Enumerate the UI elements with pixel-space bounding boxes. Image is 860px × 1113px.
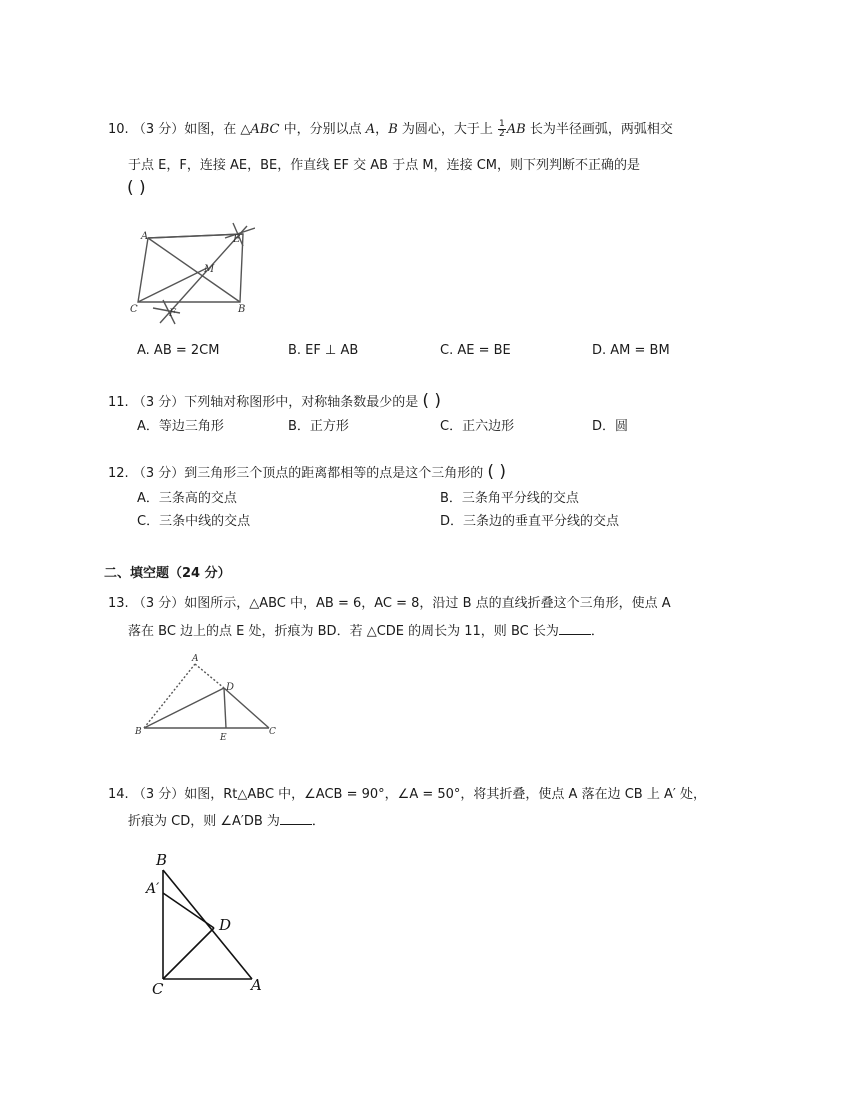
q10-text: 如图，在 △	[184, 122, 251, 137]
q10-text: 为圆心，大于上	[397, 122, 498, 137]
q13-label-d: D	[226, 682, 235, 693]
q12-option-c: C．三条中线的交点	[137, 514, 251, 529]
q10-answer-paren: ( )	[127, 178, 146, 198]
q13-label-e: E	[220, 733, 227, 743]
q11-option-d: D．圆	[592, 419, 629, 434]
q14-line1	[108, 783, 706, 802]
q10-text: 中，分别以点	[279, 122, 366, 137]
section-heading: 二、填空题（24 分）	[104, 566, 231, 581]
q14-line-cd	[163, 928, 214, 979]
q10-label-f: F	[169, 308, 176, 319]
q13-label-c: C	[269, 727, 276, 737]
q11-line	[108, 391, 441, 411]
q13-answer-blank[interactable]	[559, 622, 591, 635]
q10-math: AB	[506, 122, 526, 137]
q10-text: 长为半径画弧，两弧相交	[525, 122, 673, 137]
q12-line	[108, 462, 506, 482]
q13-line-de	[224, 688, 226, 728]
q14-label-c: C	[152, 980, 164, 998]
q13-line-bd	[144, 688, 224, 728]
q11-option-c: C．正六边形	[440, 419, 515, 434]
q10-score: （3 分）	[132, 122, 185, 137]
q12-option-b: B．三条角平分线的交点	[440, 491, 579, 506]
q14-period: ．	[311, 814, 325, 829]
q11-answer-paren: ( )	[422, 391, 442, 411]
q10-option-d: D. AM = BM	[592, 343, 670, 358]
q11-number: 11.	[108, 395, 129, 410]
q10-label-c: C	[130, 304, 138, 315]
q10-label-m: M	[204, 264, 215, 275]
q12-number: 12.	[108, 466, 129, 481]
q14-line2	[128, 810, 325, 829]
q10-option-b: B. EF ⊥ AB	[288, 343, 359, 358]
q14-label-b: B	[156, 851, 168, 869]
q14-text: 折痕为 CD，则 ∠A′DB 为	[128, 814, 280, 829]
q10-number: 10.	[108, 122, 129, 137]
q13-line-ba	[144, 664, 195, 728]
q12-option-d: D．三条边的垂直平分线的交点	[440, 514, 620, 529]
q13-label-b: B	[135, 727, 142, 737]
q10-math: A	[365, 122, 376, 137]
q10-line1	[108, 118, 673, 139]
q13-label-a: A	[192, 654, 199, 664]
q13-line1	[108, 592, 671, 611]
q14-number: 14.	[108, 787, 129, 802]
q13-text: 落在 BC 边上的点 E 处，折痕为 BD．若 △CDE 的周长为 11，则 BC 长为	[128, 624, 559, 639]
q14-line-a1d	[163, 893, 214, 928]
q11-text: （3 分）下列轴对称图形中，对称轴条数最少的是	[132, 395, 419, 410]
q13-number: 13.	[108, 596, 129, 611]
q12-text: （3 分）到三角形三个顶点的距离都相等的点是这个三角形的	[132, 466, 484, 481]
q10-label-b: B	[238, 304, 246, 315]
q14-label-d: D	[219, 916, 232, 934]
q14-text: （3 分）如图，Rt△ABC 中，∠ACB = 90°，∠A = 50°，将其折叠，使点 A 落在边 CB 上 A′ 处，	[132, 787, 706, 802]
q10-label-a: A	[141, 231, 149, 242]
q14-figure	[140, 848, 275, 998]
q10-label-e: E	[233, 234, 241, 245]
q10-option-a: A. AB = 2CM	[137, 343, 220, 358]
q10-math: ABC	[250, 122, 280, 137]
q10-text: ，	[375, 122, 389, 137]
q10-fraction: $\frac{1}{2}$	[499, 119, 505, 139]
q13-period: ．	[590, 624, 604, 639]
q14-label-a-prime: A′	[146, 881, 160, 897]
q10-line-cm	[138, 268, 207, 302]
q13-text: （3 分）如图所示，△ABC 中，AB = 6，AC = 8，沿过 B 点的直线折叠这个三角形，使点 A	[132, 596, 671, 611]
q10-option-c: C. AE = BE	[440, 343, 511, 358]
q13-line2	[128, 620, 604, 639]
q13-line-dc	[224, 688, 269, 728]
q12-answer-paren: ( )	[487, 462, 507, 482]
q10-line2: 于点 E，F，连接 AE，BE，作直线 EF 交 AB 于点 M，连接 CM，则下列判断不正确的是	[128, 158, 641, 173]
q11-option-a: A．等边三角形	[137, 419, 224, 434]
q10-figure	[125, 218, 255, 328]
q10-line-ab	[148, 238, 240, 302]
q10-math: B	[388, 122, 398, 137]
q12-option-a: A．三条高的交点	[137, 491, 237, 506]
q11-option-b: B．正方形	[288, 419, 349, 434]
q13-figure	[132, 650, 282, 745]
q14-answer-blank[interactable]	[280, 812, 312, 825]
q13-line-ad	[195, 664, 224, 688]
q14-label-a: A	[251, 976, 262, 994]
